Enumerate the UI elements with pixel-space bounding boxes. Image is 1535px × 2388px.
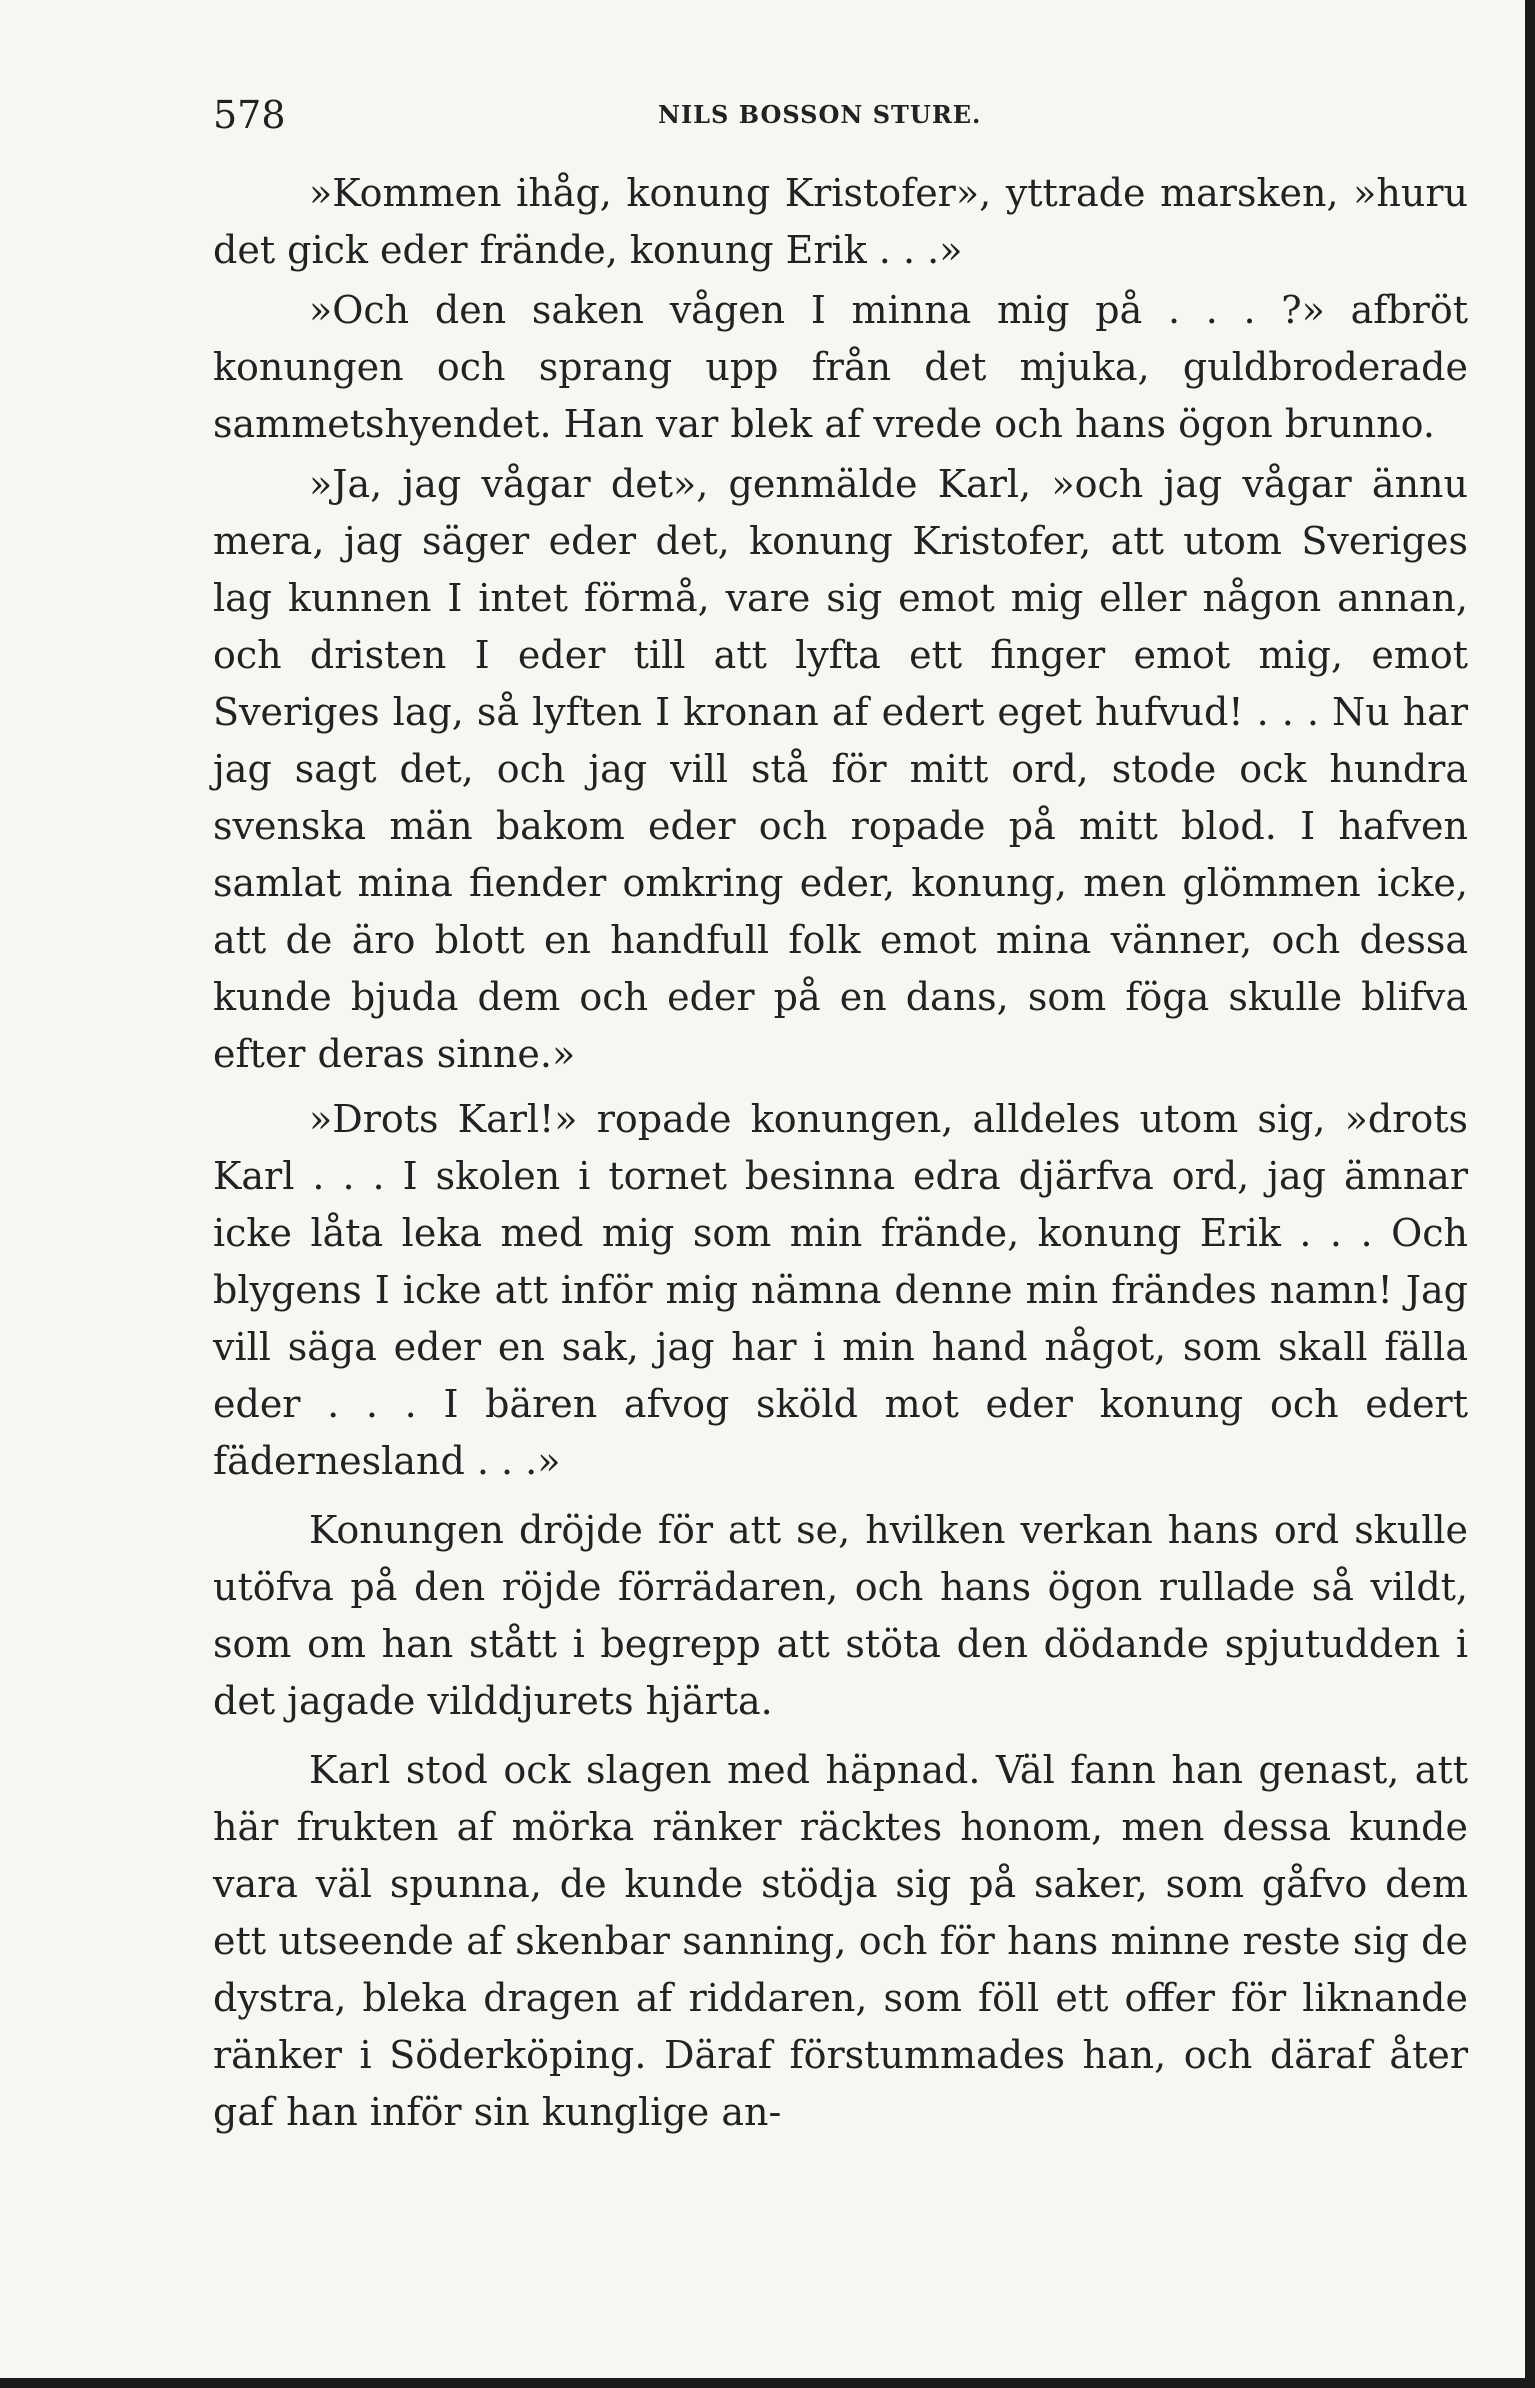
paragraph-6: Karl stod ock slagen med häpnad. Väl fann han genast, att här frukten af mörka ränker räcktes honom, men dessa kunde vara väl spunna, de kunde stödja sig på saker, som gåfvo dem ett utseende af skenbar sanning, och för hans minne reste sig de dystra, bleka dragen af riddaren, som föll ett offer för liknande ränker i Söderköping. Däraf förstummades han, och däraf åter gaf han inför sin kunglige an- <box>213 1748 1468 2134</box>
paragraph-2: »Och den saken vågen I minna mig på . . . ?» afbröt konungen och sprang upp från det mjuka, guldbroderade sammetshyendet. Han var blek af vrede och hans ögon brunno. <box>213 288 1468 446</box>
paragraph-4: »Drots Karl!» ropade konungen, alldeles utom sig, »drots Karl . . . I skolen i tornet besinna edra djärfva ord, jag ämnar icke låta leka med mig som min frände, konung Erik . . . Och blygens I icke att inför mig nämna denne min frändes namn! Jag vill säga eder en sak, jag har i min hand något, som skall fälla eder . . . I bären afvog sköld mot eder konung och edert fädernesland . . .» <box>213 1097 1468 1483</box>
paragraph-3: »Ja, jag vågar det», genmälde Karl, »och jag vågar ännu mera, jag säger eder det, konung Kristofer, att utom Sveriges lag kunnen I intet förmå, vare sig emot mig eller någon annan, och dristen I eder till att lyfta ett finger emot mig, emot Sveriges lag, så lyften I kronan af edert eget hufvud! . . . Nu har jag sagt det, och jag vill stå för mitt ord, stode ock hundra svenska män bakom eder och ropade på mitt blod. I hafven samlat mina fiender omkring eder, konung, men glömmen icke, att de äro blott en handfull folk emot mina vänner, och dessa kunde bjuda dem och eder på en dans, som föga skulle blifva efter deras sinne.» <box>213 462 1468 1076</box>
running-head: NILS BOSSON STURE. <box>658 100 982 129</box>
page-header <box>213 90 1468 140</box>
body-text <box>213 165 1468 2144</box>
page-number: 578 <box>213 93 286 137</box>
paragraph-5: Konungen dröjde för att se, hvilken verkan hans ord skulle utöfva på den röjde förrädaren, och hans ögon rullade så vildt, som om han stått i begrepp att stöta den dödande spjutudden i det jagade vilddjurets hjärta. <box>213 1508 1468 1723</box>
paragraph-1: »Kommen ihåg, konung Kristofer», yttrade marsken, »huru det gick eder frände, konung Erik . . .» <box>213 171 1468 272</box>
